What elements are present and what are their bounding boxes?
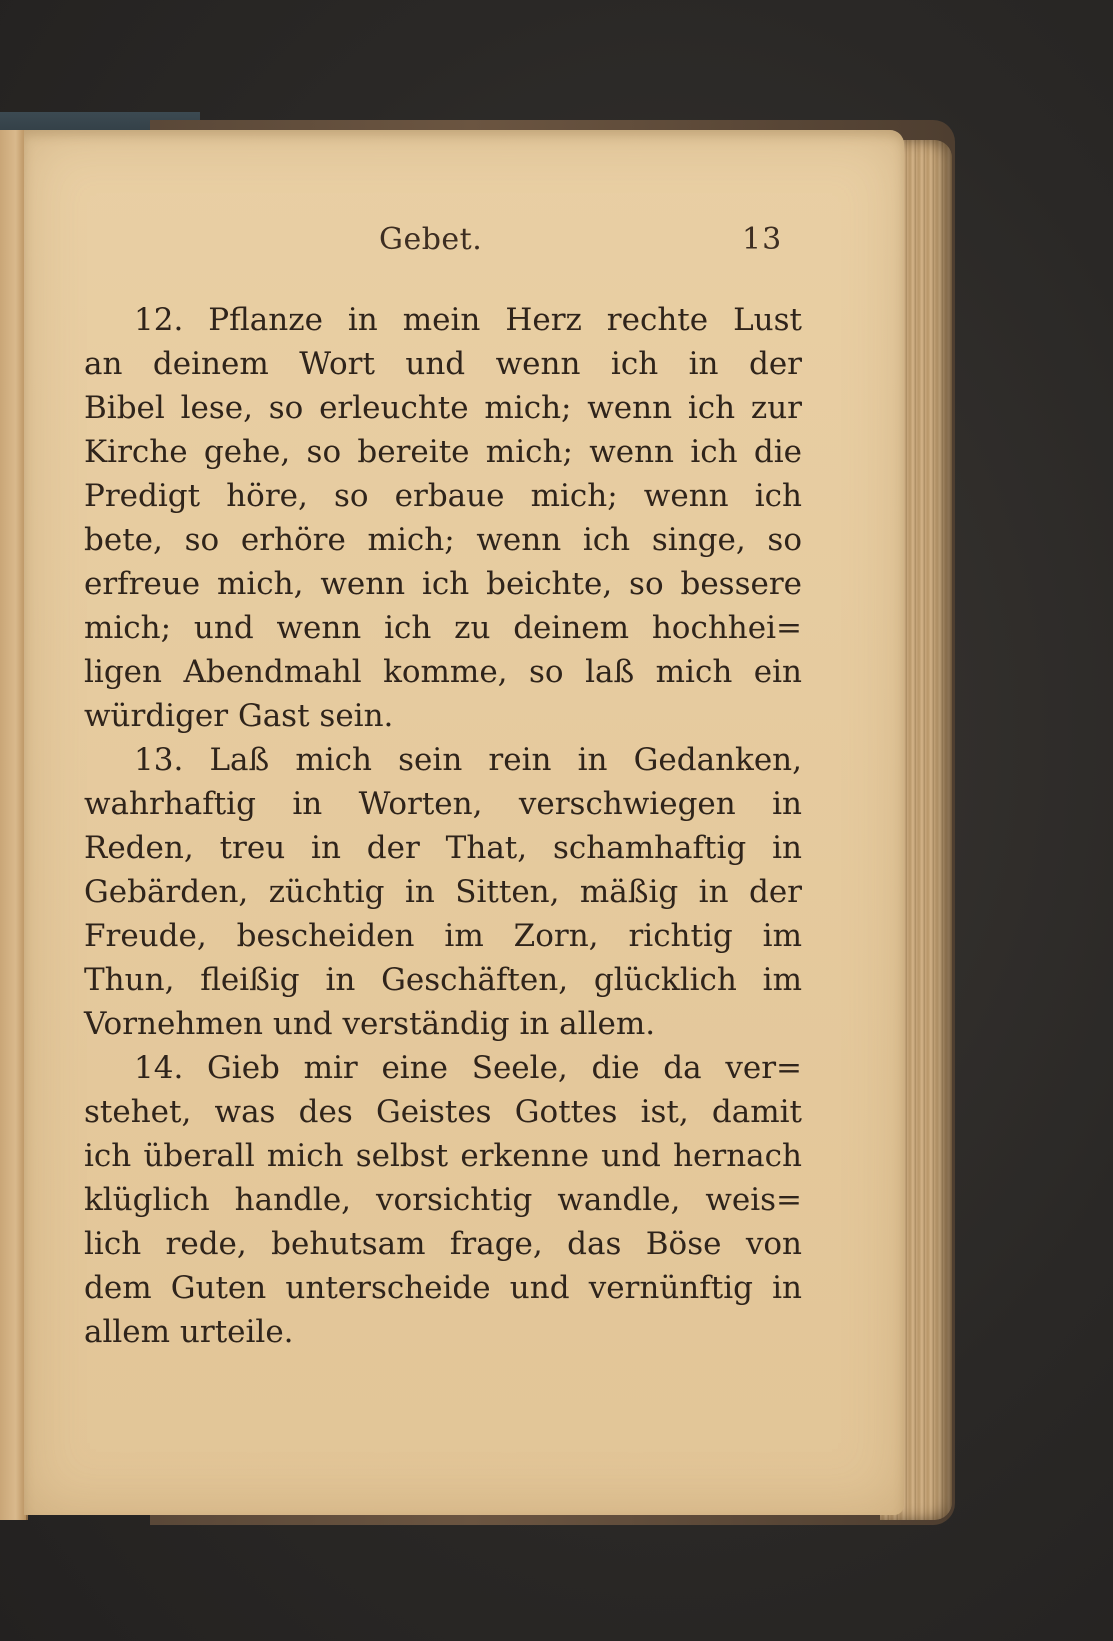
text-line: Thun, fleißig in Geschäften, glücklich im xyxy=(84,962,802,998)
text-line: erfreue mich, wenn ich beichte, so bessere xyxy=(84,566,802,602)
text-line: Freude, bescheiden im Zorn, richtig im xyxy=(84,918,802,954)
text-line: Vornehmen und verständig in allem. xyxy=(84,1006,656,1042)
text-line: Reden, treu in der That, schamhaftig in xyxy=(84,830,802,866)
text-line: Gebärden, züchtig in Sitten, mäßig in der xyxy=(84,874,802,910)
text-line: würdiger Gast sein. xyxy=(84,698,394,734)
text-line: stehet, was des Geistes Gottes ist, damit xyxy=(84,1094,802,1130)
text-line: ligen Abendmahl komme, so laß mich ein xyxy=(84,654,802,690)
text-line: 12. Pflanze in mein Herz rechte Lust xyxy=(134,302,802,338)
text-line: 13. Laß mich sein rein in Gedanken, xyxy=(134,742,802,778)
text-block xyxy=(84,298,802,1354)
text-line: Bibel lese, so erleuchte mich; wenn ich zur xyxy=(84,390,802,426)
running-title: Gebet. xyxy=(379,222,483,257)
text-line: an deinem Wort und wenn ich in der xyxy=(84,346,802,382)
running-head xyxy=(24,222,904,282)
text-line: bete, so erhöre mich; wenn ich singe, so xyxy=(84,522,802,558)
text-line: Predigt höre, so erbaue mich; wenn ich xyxy=(84,478,802,514)
text-line: klüglich handle, vorsichtig wandle, weis= xyxy=(84,1182,802,1218)
text-line: Kirche gehe, so bereite mich; wenn ich die xyxy=(84,434,802,470)
text-line: 14. Gieb mir eine Seele, die da ver= xyxy=(134,1050,802,1086)
text-line: allem urteile. xyxy=(84,1314,294,1350)
page-number: 13 xyxy=(742,222,783,257)
text-line: ich überall mich selbst erkenne und hernach xyxy=(84,1138,802,1174)
text-line: wahrhaftig in Worten, verschwiegen in xyxy=(84,786,802,822)
text-line: dem Guten unterscheide und vernünftig in xyxy=(84,1270,802,1306)
book-page xyxy=(24,130,904,1515)
text-line: lich rede, behutsam frage, das Böse von xyxy=(84,1226,802,1262)
text-line: mich; und wenn ich zu deinem hochhei= xyxy=(84,610,802,646)
